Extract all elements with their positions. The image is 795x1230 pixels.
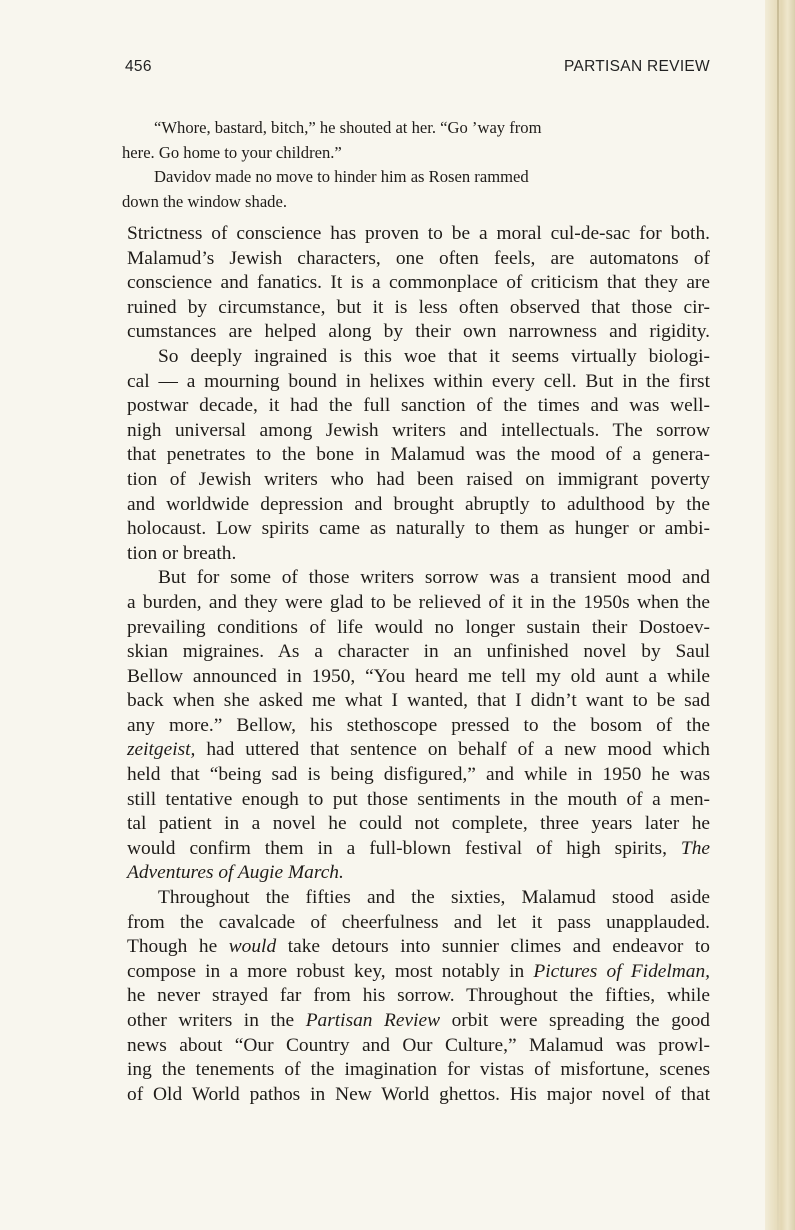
text-segment: a burden, and they were glad to be relieved of it in the 1950s when the xyxy=(127,591,710,613)
text-segment: other writers in the xyxy=(127,1010,306,1031)
text-segment: back when she asked me what I wanted, that I didn’t want to be sad xyxy=(127,690,710,712)
page-edge xyxy=(765,0,795,1230)
text-segment: postwar decade, it had the full sanction of the times and was well- xyxy=(127,395,710,417)
text-segment: held that “being sad is being disfigured,” and while in 1950 he was xyxy=(127,764,710,786)
body-line xyxy=(127,1009,710,1034)
text-segment: here. Go home to your children.” xyxy=(122,142,342,162)
body-line xyxy=(127,419,710,444)
body-line xyxy=(127,566,710,591)
text-segment: would confirm them in a full-blown festival of high spirits, xyxy=(127,837,681,859)
text-segment: conscience and fanatics. It is a commonplace of criticism that they are xyxy=(127,272,710,294)
body-line xyxy=(127,911,710,936)
body-line xyxy=(127,640,710,665)
text-segment: “Whore, bastard, bitch,” he shouted at her. “Go ’way from xyxy=(154,118,542,137)
text-segment: of Old World pathos in New World ghettos. His major novel of that xyxy=(127,1083,710,1105)
body-line xyxy=(127,345,710,370)
body-line xyxy=(127,222,710,247)
text-segment: cal — a mourning bound in helixes within every cell. But in the first xyxy=(127,370,710,392)
body-line xyxy=(127,763,710,788)
text-segment: and worldwide depression and brought abruptly to adulthood by the xyxy=(127,493,710,515)
text-segment: compose in a more robust key, most notably in xyxy=(127,960,534,982)
body-line xyxy=(127,738,710,763)
quote-line xyxy=(122,116,542,141)
body-line xyxy=(127,247,710,272)
text-segment: Though he xyxy=(127,936,229,958)
body-line xyxy=(127,714,710,739)
text-segment: news about “Our Country and Our Culture,” Malamud was prowl- xyxy=(127,1034,710,1056)
body-line xyxy=(127,837,710,862)
italic-text: zeitgeist, xyxy=(127,739,196,761)
italic-text: Pictures of Fidelman, xyxy=(533,960,710,982)
text-segment: prevailing conditions of life would no longer sustain their Dostoev- xyxy=(127,616,710,638)
text-segment: So deeply ingrained is this woe that it seems virtually biologi- xyxy=(158,345,710,367)
text-segment: But for some of those writers sorrow was a transient mood and xyxy=(158,567,710,589)
body-line xyxy=(127,689,710,714)
body-line xyxy=(127,984,710,1009)
text-segment: take detours into sunnier climes and endeavor to xyxy=(276,936,710,958)
text-segment: that penetrates to the bone in Malamud was the mood of a genera- xyxy=(127,444,710,466)
body-line xyxy=(127,394,710,419)
body-line xyxy=(127,861,710,886)
text-segment: tion of Jewish writers who had been raised on immigrant poverty xyxy=(127,468,710,490)
text-segment: from the cavalcade of cheerfulness and let it pass unapplauded. xyxy=(127,911,710,933)
body-line xyxy=(127,370,710,395)
text-segment: still tentative enough to put those sentiments in the mouth of a men- xyxy=(127,788,710,810)
block-quote xyxy=(122,116,542,214)
text-segment: Malamud’s Jewish characters, one often feels, are automatons of xyxy=(127,247,710,269)
body-line xyxy=(127,320,710,345)
body-line xyxy=(127,1034,710,1059)
italic-text: Partisan Review xyxy=(305,1010,441,1031)
body-line xyxy=(127,271,710,296)
running-head: PARTISAN REVIEW xyxy=(563,58,710,75)
body-line xyxy=(127,517,710,542)
text-segment: orbit were spreading the good xyxy=(440,1010,710,1031)
italic-text: The xyxy=(680,837,710,859)
text-segment: he never strayed far from his sorrow. Throughout the fifties, while xyxy=(127,985,710,1007)
body-line xyxy=(127,443,710,468)
page-number: 456 xyxy=(125,58,152,75)
body-line xyxy=(127,1083,710,1108)
text-segment: tion or breath. xyxy=(127,542,237,564)
text-segment: skian migraines. As a character in an unfinished novel by Saul xyxy=(127,641,710,663)
body-line xyxy=(127,665,710,690)
text-segment: Strictness of conscience has proven to be a moral cul-de-sac for both. xyxy=(127,223,710,244)
body-line xyxy=(127,812,710,837)
text-segment: Throughout the fifties and the sixties, Malamud stood aside xyxy=(158,887,710,909)
text-segment: cumstances are helped along by their own narrowness and rigidity. xyxy=(127,321,710,343)
text-segment: holocaust. Low spirits came as naturally to them as hunger or ambi- xyxy=(127,518,710,540)
body-line xyxy=(127,591,710,616)
page-edge-line xyxy=(777,0,779,1230)
body-text xyxy=(127,222,710,1107)
text-segment: down the window shade. xyxy=(122,191,287,211)
text-segment: any more.” Bellow, his stethoscope pressed to the bosom of the xyxy=(127,714,710,736)
body-line xyxy=(127,493,710,518)
body-line xyxy=(127,1058,710,1083)
italic-text: Adventures of Augie March. xyxy=(127,862,344,884)
text-segment: nigh universal among Jewish writers and intellectuals. The sorrow xyxy=(127,419,710,441)
text-segment: ruined by circumstance, but it is less often observed that those cir- xyxy=(127,296,710,318)
text-segment: had uttered that sentence on behalf of a new mood which xyxy=(195,739,710,761)
text-segment: ing the tenements of the imagination for vistas of misfortune, scenes xyxy=(127,1059,710,1081)
body-line xyxy=(127,788,710,813)
body-line xyxy=(127,468,710,493)
body-line xyxy=(127,616,710,641)
body-line xyxy=(127,542,710,567)
body-line xyxy=(127,960,710,985)
text-segment: Davidov made no move to hinder him as Rosen rammed xyxy=(154,167,529,186)
quote-line xyxy=(122,165,527,190)
quote-line xyxy=(122,141,527,166)
text-segment: Bellow announced in 1950, “You heard me tell my old aunt a while xyxy=(127,665,710,687)
body-line xyxy=(127,296,710,321)
text-segment: tal patient in a novel he could not complete, three years later he xyxy=(127,813,710,835)
body-line xyxy=(127,935,710,960)
body-line xyxy=(127,886,710,911)
quote-line xyxy=(122,190,527,215)
italic-text: would xyxy=(228,936,277,958)
